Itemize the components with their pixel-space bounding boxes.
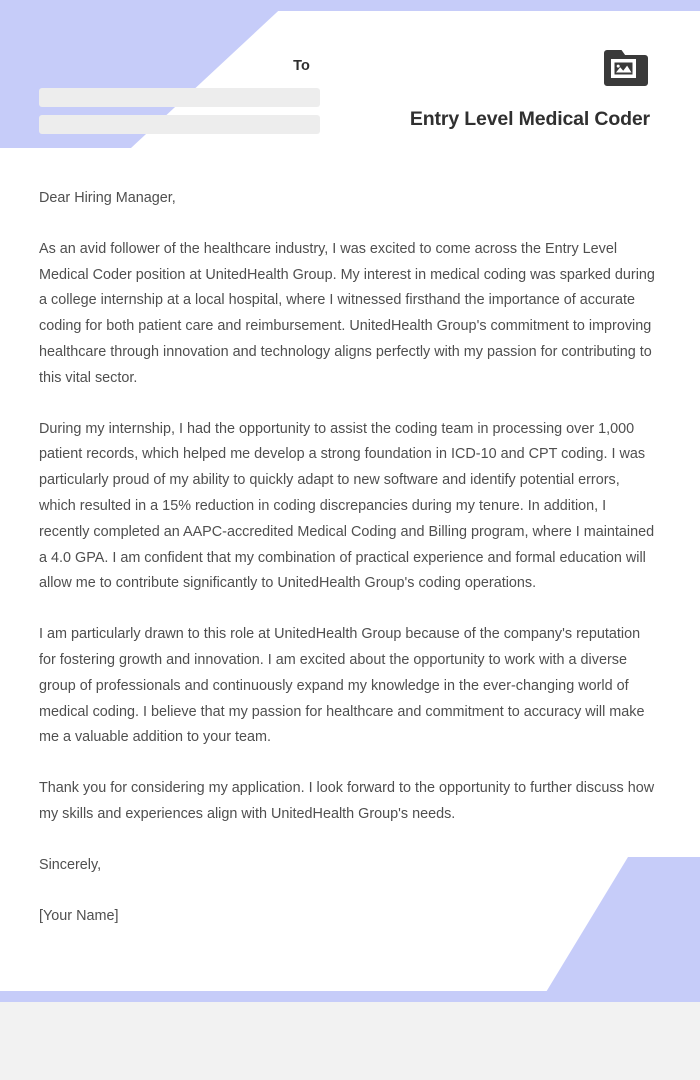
bottom-accent-bar (0, 991, 700, 1002)
to-label: To (293, 58, 310, 74)
letter-header (0, 0, 700, 142)
letter-body (0, 186, 700, 929)
folder-image-icon (604, 48, 648, 86)
body-paragraph-3: I am particularly drawn to this role at UnitedHealth Group because of the company's reputation for fostering growth and innovation. I am excited about the opportunity to work with a diverse group of professionals and continuously expand my knowledge in the ever-changing world of medical coding. I believe that my passion for healthcare and commitment to accuracy will make me a valuable addition to your team. (39, 626, 645, 746)
page-title: Entry Level Medical Coder (409, 108, 650, 130)
recipient-line-2[interactable] (39, 115, 320, 134)
recipient-block (39, 48, 320, 142)
recipient-line-1[interactable] (39, 88, 320, 107)
brand-block (410, 48, 650, 131)
signoff: Sincerely, (39, 856, 102, 873)
salutation: Dear Hiring Manager, (39, 190, 176, 206)
body-paragraph-1: As an avid follower of the healthcare industry, I was excited to come across the Entry Level Medical Coder position at UnitedHealth Group. My interest in medical coding was sparked during a college internship at a local hospital, where I witnessed firsthand the importance of accurate coding for both patient care and reimbursement. UnitedHealth Group's commitment to improving healthcare through innovation and technology aligns perfectly with my passion for contributing to this vital sector. (39, 240, 655, 386)
body-paragraph-2: During my internship, I had the opportunity to assist the coding team in processing over 1,000 patient records, which helped me develop a strong foundation in ICD-10 and CPT coding. I was particularly proud of my ability to quickly adapt to new software and identify potential errors, which resulted in a 15% reduction in coding discrepancies during my tenure. In addition, I recently completed an AAPC-accredited Medical Coding and Billing program, where I maintained a 4.0 GPA. I am confident that my combination of practical experience and formal education will allow me to contribute significantly to UnitedHealth Group's coding operations. (39, 420, 655, 592)
signature-placeholder: [Your Name] (39, 907, 119, 924)
body-paragraph-4: Thank you for considering my application. I look forward to the opportunity to further discuss how my skills and experiences align with UnitedHealth Group's needs. (39, 780, 655, 822)
